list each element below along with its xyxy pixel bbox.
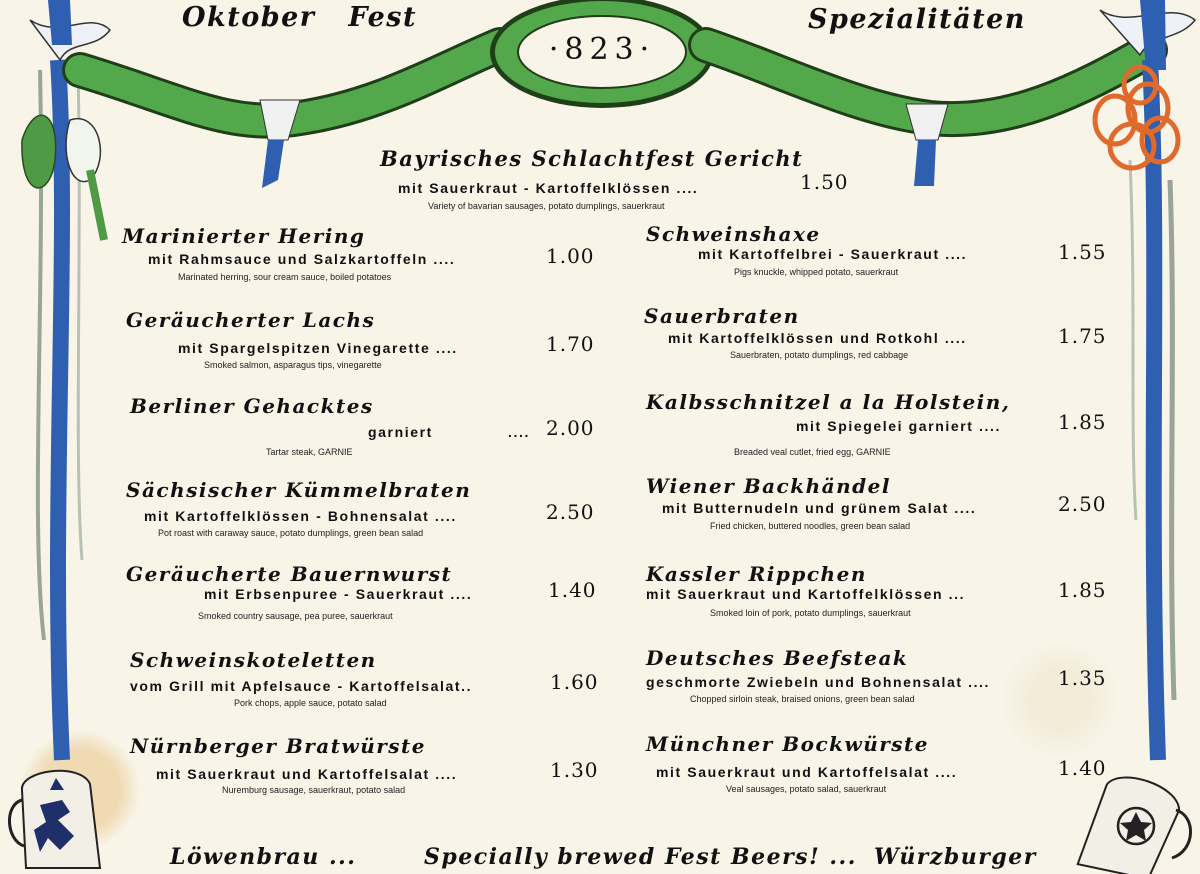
menu-item-name: Sächsischer Kümmelbraten (126, 478, 472, 502)
menu-item-name: Berliner Gehacktes (130, 394, 374, 418)
menu-item-english: Pigs knuckle, whipped potato, sauerkraut (734, 267, 899, 277)
menu-item-price: 2.00 (546, 416, 595, 440)
menu-item (130, 648, 610, 710)
menu-item-price: 1.40 (548, 578, 597, 602)
left-ribbon-icon (22, 0, 110, 760)
menu-item-detail: mit Kartoffelklössen und Rotkohl .... (668, 330, 967, 346)
footer-center: Specially brewed Fest Beers! ... (424, 844, 857, 870)
header-left-title: Oktober Fest (182, 2, 417, 33)
menu-item-dots: .... (508, 424, 530, 440)
menu-item-detail: mit Butternudeln und grünem Salat .... (662, 500, 977, 516)
menu-item-price: 1.60 (550, 670, 599, 694)
beer-stein-lion-icon (9, 771, 100, 868)
menu-item-name: Nürnberger Bratwürste (130, 734, 427, 758)
menu-item-name: Kalbsschnitzel a la Holstein, (646, 390, 1011, 414)
menu-item-english: Veal sausages, potato salad, sauerkraut (726, 784, 887, 794)
menu-item-detail: mit Spargelspitzen Vinegarette .... (178, 340, 458, 356)
menu-item-detail: garniert (368, 424, 433, 440)
menu-item-english: Pork chops, apple sauce, potato salad (234, 698, 387, 708)
menu-item (122, 224, 602, 284)
menu-item (646, 732, 1126, 794)
menu-item-detail: mit Rahmsauce und Salzkartoffeln .... (148, 251, 456, 267)
menu-item (130, 734, 610, 796)
menu-item-name: Münchner Bockwürste (646, 732, 930, 756)
menu-item-detail: mit Sauerkraut und Kartoffelsalat .... (156, 766, 458, 782)
menu-item-price: 2.50 (546, 500, 595, 524)
menu-item-english: Fried chicken, buttered noodles, green bean salad (710, 521, 911, 531)
menu-item-name: Deutsches Beefsteak (646, 646, 909, 670)
menu-item-english: Nuremburg sausage, sauerkraut, potato salad (222, 785, 406, 795)
menu-item (126, 562, 606, 624)
menu-item (130, 394, 600, 458)
menu-item-detail: mit Spiegelei garniert .... (796, 418, 1002, 434)
menu-item-price: 1.30 (550, 758, 599, 782)
menu-item-price: 1.35 (1058, 666, 1107, 690)
menu-item-price: 1.85 (1058, 578, 1107, 602)
header-right-title: Spezialitäten (808, 4, 1026, 35)
footer-right: Würzburger (874, 844, 1037, 870)
menu-item-price: 1.85 (1058, 410, 1107, 434)
menu-item (126, 308, 606, 370)
menu-item-name: Wiener Backhändel (646, 474, 891, 498)
menu-item-name: Kassler Rippchen (646, 562, 867, 586)
menu-item-price: 1.75 (1058, 324, 1107, 348)
featured-item (380, 146, 860, 216)
featured-item-price: 1.50 (800, 170, 849, 194)
menu-item-detail: mit Sauerkraut und Kartoffelsalat .... (656, 764, 958, 780)
featured-item-english: Variety of bavarian sausages, potato dumplings, sauerkraut (428, 201, 665, 211)
menu-item-name: Schweinskoteletten (130, 648, 377, 672)
menu-item-detail: mit Kartoffelklössen - Bohnensalat .... (144, 508, 457, 524)
menu-item-price: 1.70 (546, 332, 595, 356)
menu-item (646, 646, 1126, 708)
featured-item-name: Bayrisches Schlachtfest Gericht (380, 146, 804, 171)
menu-item-english: Pot roast with caraway sauce, potato dumplings, green bean salad (158, 528, 424, 538)
menu-item (644, 304, 1124, 366)
menu-item-detail: mit Erbsenpuree - Sauerkraut .... (204, 586, 473, 602)
menu-item (646, 222, 1126, 282)
menu-item-detail: vom Grill mit Apfelsauce - Kartoffelsalat.. (130, 678, 473, 694)
menu-item-name: Schweinshaxe (646, 222, 821, 246)
menu-item (646, 562, 1126, 624)
featured-item-detail: mit Sauerkraut - Kartoffelklössen .... (398, 180, 699, 196)
menu-item-english: Smoked salmon, asparagus tips, vinegarette (204, 360, 382, 370)
menu-item-detail: geschmorte Zwiebeln und Bohnensalat .... (646, 674, 991, 690)
menu-item (646, 390, 1126, 458)
menu-item-price: 1.55 (1058, 240, 1107, 264)
menu-item-name: Marinierter Hering (122, 224, 366, 248)
menu-item-price: 1.40 (1058, 756, 1107, 780)
menu-item-english: Smoked country sausage, pea puree, sauerkraut (198, 611, 393, 621)
menu-item-price: 2.50 (1058, 492, 1107, 516)
menu-item-english: Sauerbraten, potato dumplings, red cabbage (730, 350, 909, 360)
menu-item-detail: mit Sauerkraut und Kartoffelklössen ... (646, 586, 966, 602)
menu-item-english: Breaded veal cutlet, fried egg, GARNIE (734, 447, 891, 457)
menu-item-name: Geräucherter Lachs (126, 308, 376, 332)
menu-item-english: Marinated herring, sour cream sauce, boiled potatoes (178, 272, 392, 282)
menu-item-name: Geräucherte Bauernwurst (126, 562, 453, 586)
menu-item-english: Tartar steak, GARNIE (266, 447, 353, 457)
menu-item (126, 478, 606, 540)
menu-item-detail: mit Kartoffelbrei - Sauerkraut .... (698, 246, 968, 262)
menu-item-english: Chopped sirloin steak, braised onions, green bean salad (690, 694, 915, 704)
menu-item-english: Smoked loin of pork, potato dumplings, sauerkraut (710, 608, 911, 618)
menu-item (646, 474, 1126, 536)
menu-item-name: Sauerbraten (644, 304, 800, 328)
menu-item-price: 1.00 (546, 244, 595, 268)
menu-number: ·823· (548, 32, 656, 67)
footer-left: Löwenbrau ... (170, 844, 357, 870)
